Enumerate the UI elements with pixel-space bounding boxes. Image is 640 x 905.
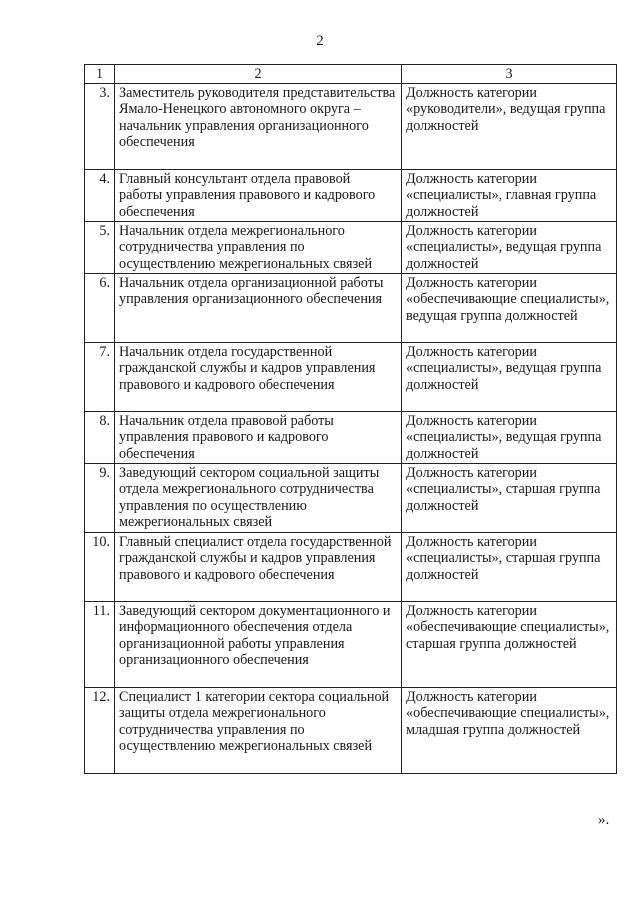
table-header-row [85,65,617,84]
position-category: Должность категории «обеспечивающие специалисты», ведущая группа должностей [402,273,617,342]
table-row [85,411,617,463]
row-number: 8. [85,411,115,463]
table-row [85,463,617,532]
table-row [85,273,617,342]
position-category: Должность категории «руководители», ведущая группа должностей [402,83,617,169]
position-name: Заведующий сектором социальной защиты отдела межрегионального сотрудничества управления по осуществлению межрегиональных связей [115,463,402,532]
row-number: 4. [85,169,115,221]
position-name: Начальник отдела организационной работы управления организационного обеспечения [115,273,402,342]
position-category: Должность категории «обеспечивающие специалисты», старшая группа должностей [402,601,617,687]
position-name: Главный специалист отдела государственной гражданской службы и кадров управления правового и кадрового обеспечения [115,532,402,601]
closing-quote-mark: ». [598,812,610,828]
position-category: Должность категории «специалисты», главная группа должностей [402,169,617,221]
table-row [85,169,617,221]
position-category: Должность категории «специалисты», ведущая группа должностей [402,342,617,411]
position-name: Специалист 1 категории сектора социальной защиты отдела межрегионального сотрудничества управления по осуществлению межрегиональных связей [115,687,402,773]
row-number: 5. [85,221,115,273]
table-row [85,532,617,601]
position-category: Должность категории «обеспечивающие специалисты», младшая группа должностей [402,687,617,773]
row-number: 7. [85,342,115,411]
table-row [85,342,617,411]
position-name: Начальник отдела правовой работы управления правового и кадрового обеспечения [115,411,402,463]
positions-table [84,64,617,774]
row-number: 9. [85,463,115,532]
position-name: Начальник отдела государственной гражданской службы и кадров управления правового и кадрового обеспечения [115,342,402,411]
position-name: Заведующий сектором документационного и информационного обеспечения отдела организационной работы управления организационного обеспечения [115,601,402,687]
table-row [85,601,617,687]
table-row [85,83,617,169]
position-name: Заместитель руководителя представительства Ямало-Ненецкого автономного округа – начальник управления организационного обеспечения [115,83,402,169]
column-header-number: 1 [85,65,115,84]
row-number: 6. [85,273,115,342]
position-category: Должность категории «специалисты», ведущая группа должностей [402,411,617,463]
column-header-category: 3 [402,65,617,84]
row-number: 12. [85,687,115,773]
position-category: Должность категории «специалисты», старшая группа должностей [402,532,617,601]
position-name: Начальник отдела межрегионального сотрудничества управления по осуществлению межрегиональных связей [115,221,402,273]
table-row [85,687,617,773]
position-name: Главный консультант отдела правовой работы управления правового и кадрового обеспечения [115,169,402,221]
position-category: Должность категории «специалисты», старшая группа должностей [402,463,617,532]
row-number: 10. [85,532,115,601]
row-number: 3. [85,83,115,169]
position-category: Должность категории «специалисты», ведущая группа должностей [402,221,617,273]
table-row [85,221,617,273]
page-number: 2 [316,33,324,49]
column-header-position: 2 [115,65,402,84]
row-number: 11. [85,601,115,687]
